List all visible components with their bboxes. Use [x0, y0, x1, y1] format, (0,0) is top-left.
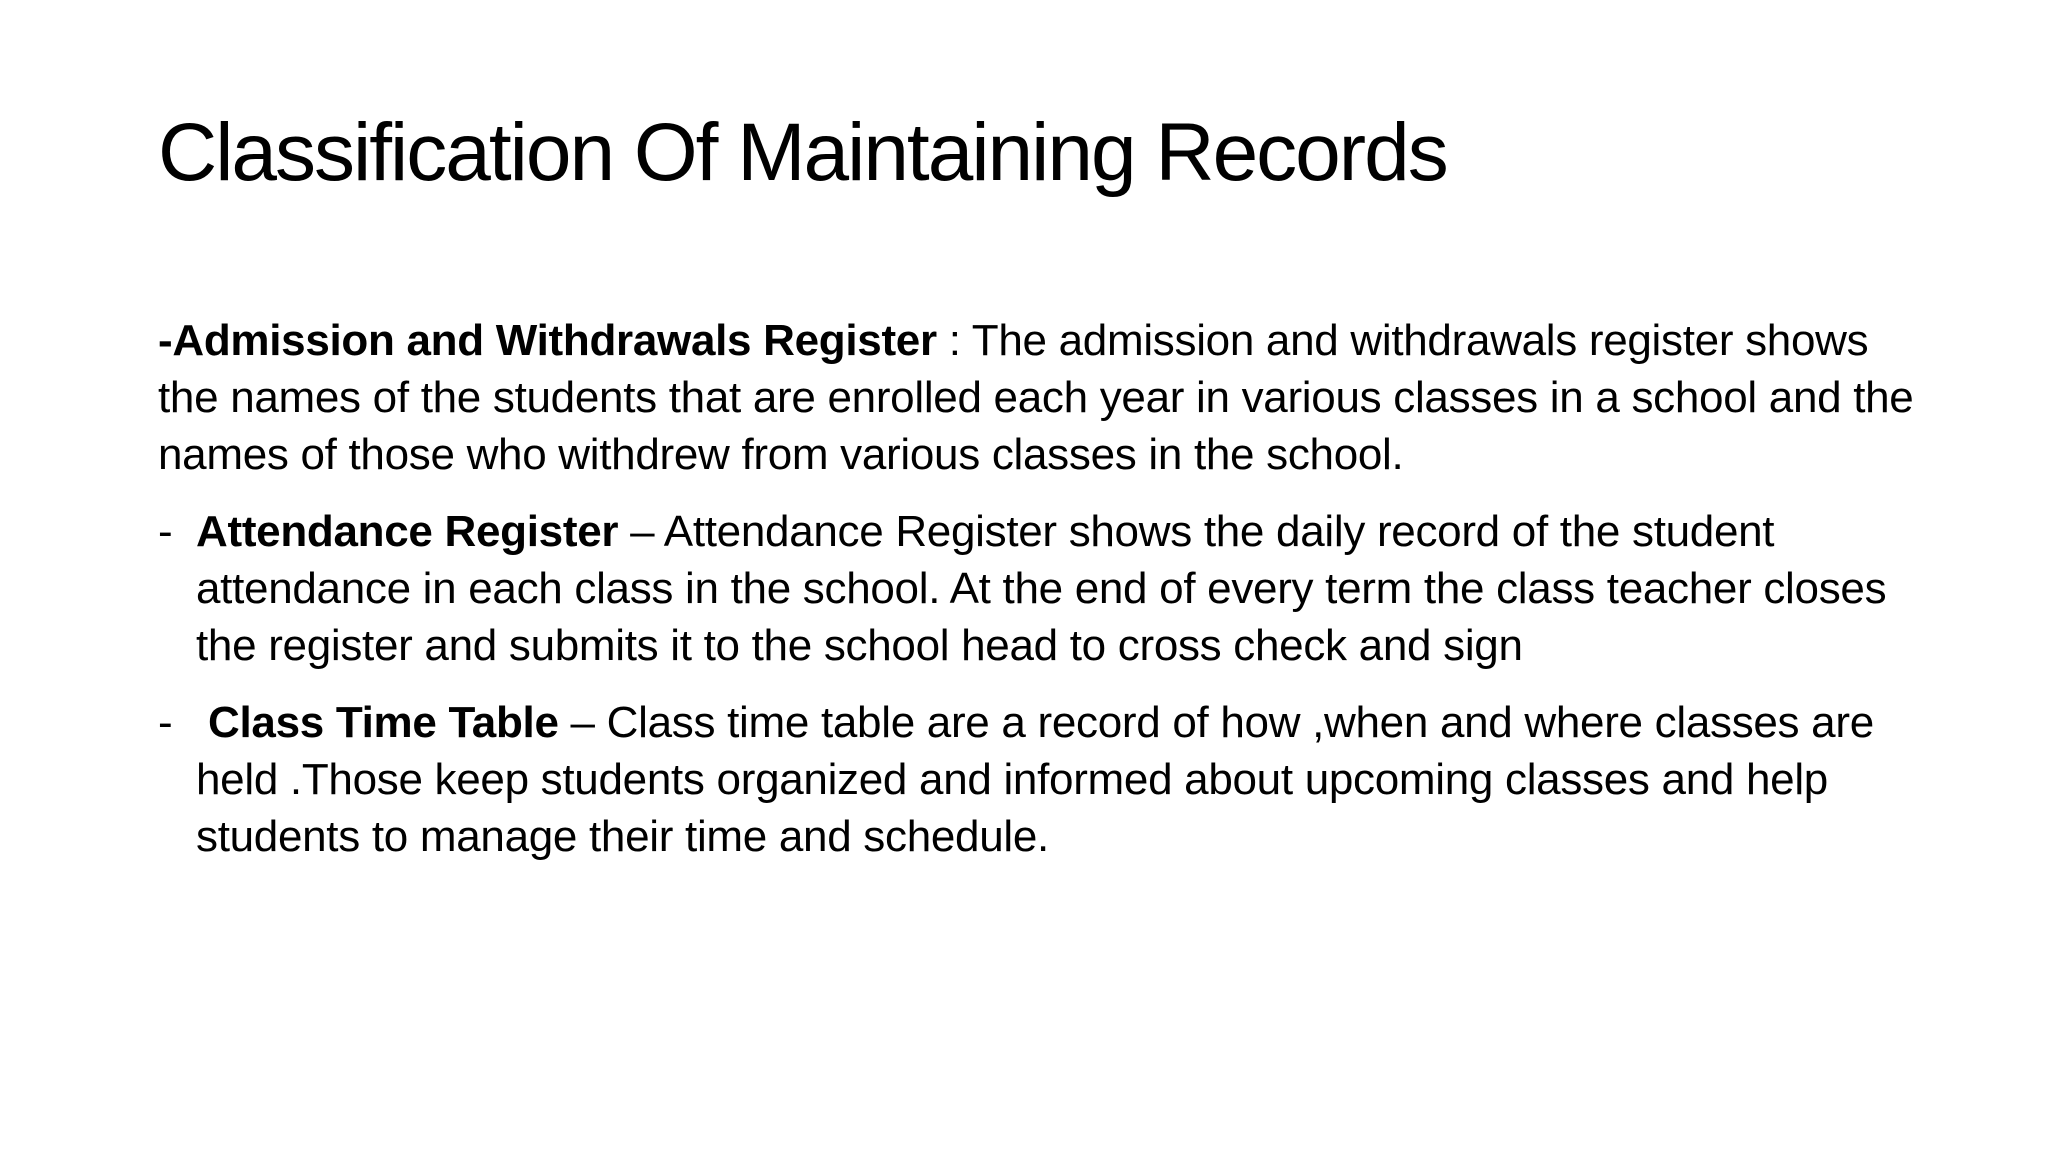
class-time-table-text: Class time table are a record of how ,when and where classes are held .Those keep students organized and informed about upcoming classes and help students to manage their time and schedule.	[196, 698, 1874, 861]
bullet-item-class-time-table	[158, 694, 1918, 865]
class-time-table-term: Class Time Table	[208, 698, 559, 747]
admission-withdrawals-term: -Admission and Withdrawals Register	[158, 316, 937, 365]
attendance-register-separator: –	[618, 507, 664, 556]
bullet-item-attendance-register	[158, 503, 1918, 674]
attendance-register-text: Attendance Register shows the daily record of the student attendance in each class in the school. At the end of every term the class teacher closes the register and submits it to the school head to cross check and sign	[196, 507, 1887, 670]
slide-body	[158, 312, 1918, 885]
admission-withdrawals-separator: :	[936, 316, 972, 365]
bullet-text	[196, 503, 1918, 674]
bullet-marker: -	[158, 698, 173, 747]
bullet-marker: -	[158, 507, 173, 556]
class-time-table-separator: –	[558, 698, 607, 747]
attendance-register-term: Attendance Register	[196, 507, 619, 556]
admission-withdrawals-text: The admission and withdrawals register shows the names of the students that are enrolled each year in various classes in a school and the names of those who withdrew from various classes in the school.	[158, 316, 1914, 479]
admission-withdrawals-paragraph	[158, 312, 1918, 483]
slide-title: Classification Of Maintaining Records	[158, 107, 1447, 198]
bullet-text	[196, 694, 1918, 865]
